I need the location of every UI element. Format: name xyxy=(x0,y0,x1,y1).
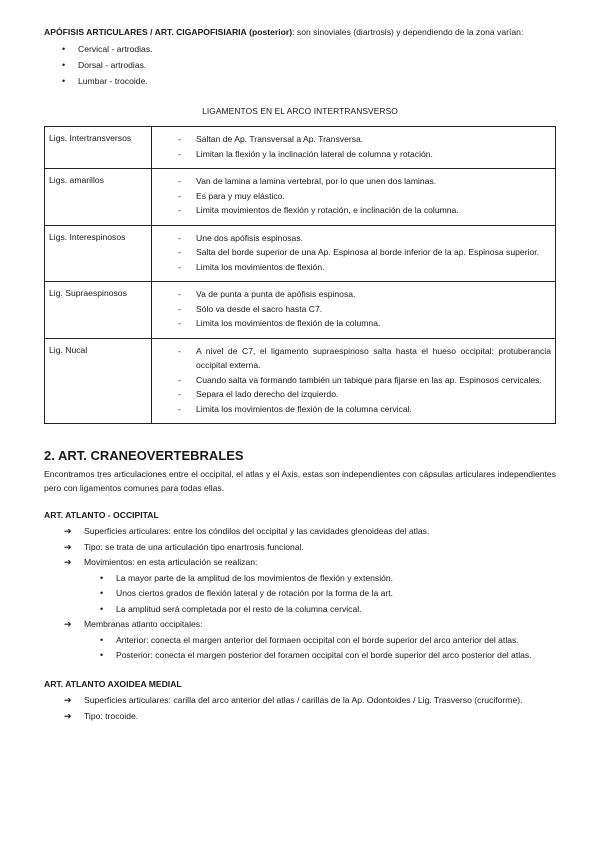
list-item: ➔ Movimientos: en esta articulación se realizan: • La mayor parte de la amplitud de los movimientos de flexión y extensión. • Unos ciertos grados de flexión lateral y de rotación por la forma de la art. • La amplitud será completada por el resto de la columna cervical. xyxy=(84,555,556,617)
list-item: - Separa el lado derecho del izquierdo. xyxy=(178,387,551,402)
intro-heading: APÓFISIS ARTICULARES / ART. CIGAPOFISIARIA xyxy=(44,27,247,37)
table-row xyxy=(45,225,556,282)
intro-paragraph xyxy=(44,26,556,39)
intro-list xyxy=(44,41,556,89)
table-row xyxy=(45,127,556,169)
list-item: - Limita movimientos de flexión y rotación, e inclinación de la columna. xyxy=(178,203,551,218)
list-item: - Va de punta a punta de apófisis espinosa. xyxy=(178,287,551,302)
list-item: • Posterior: conecta el margen posterior del foramen occipital con el borde superior del arco posterior del atlas. xyxy=(116,648,556,664)
subsection-heading-atlanto-axoidea: ART. ATLANTO AXOIDEA MEDIAL xyxy=(44,678,182,689)
arrow-right-icon: ➔ xyxy=(64,710,72,721)
table-cell-desc xyxy=(152,338,556,424)
list-item: - Limita los movimientos de flexión de la columna. xyxy=(178,316,551,331)
list-item: ➔ Tipo: se trata de una articulación tipo enartrosis funcional. xyxy=(84,540,556,556)
list-item: • La amplitud será completada por el resto de la columna cervical. xyxy=(116,602,556,618)
table-cell-name: Lig. Supraespinosos xyxy=(45,282,152,339)
table-row xyxy=(45,282,556,339)
intro-heading-paren: (posterior) xyxy=(249,27,293,37)
section-heading: 2. ART. CRANEOVERTEBRALES xyxy=(44,448,244,464)
table-cell-desc xyxy=(152,282,556,339)
list-item: - Es para y muy elástico. xyxy=(178,189,551,204)
list-item: - Limitan la flexión y la inclinación lateral de columna y rotación. xyxy=(178,147,551,162)
list-item: • Lumbar - trocoide. xyxy=(78,73,556,89)
list-item: • Unos ciertos grados de flexión lateral y de rotación por la forma de la art. xyxy=(116,586,556,602)
table-row xyxy=(45,338,556,424)
list-item: - A nivel de C7, el ligamento supraespinoso salta hasta el hueso occipital: protuberancia occipital externa. xyxy=(178,344,551,373)
table-cell-desc xyxy=(152,169,556,226)
list-item: • Anterior: conecta el margen anterior del formaen occipital con el borde superior del arco anterior del atlas. xyxy=(116,633,556,649)
list-item: - Van de lamina a lamina vertebral, por lo que unen dos laminas. xyxy=(178,174,551,189)
table-cell-desc xyxy=(152,225,556,282)
table-title: LIGAMENTOS EN EL ARCO INTERTRANSVERSO xyxy=(202,106,398,117)
list-item: - Salta del borde superior de una Ap. Espinosa al borde inferior de la ap. Espinosa superior. xyxy=(178,245,551,260)
list-item: ➔ Superficies articulares: entre los cóndilos del occipital y las cavidades glenoideas del atlas. xyxy=(84,524,556,540)
list-item: ➔ Tipo: trocoide. xyxy=(84,709,556,725)
list-item: • La mayor parte de la amplitud de los movimientos de flexión y extensión. xyxy=(116,571,556,587)
list-item: • Cervical - artrodias. xyxy=(78,41,556,57)
list-item: ➔ Superficies articulares: carilla del arco anterior del atlas / carillas de la Ap. Odontoides / Lig. Trasverso (cruciforme). xyxy=(84,693,556,709)
table-cell-name: Ligs. Intertransversos xyxy=(45,127,152,169)
arrow-right-icon: ➔ xyxy=(64,526,72,537)
list-item: - Limita los movimientos de flexión de la columna cervical. xyxy=(178,402,551,417)
list-item: - Une dos apófisis espinosas. xyxy=(178,231,551,246)
intro-text: : son sinoviales (diartrosis) y dependiendo de la zona varían: xyxy=(292,27,524,37)
ligament-table xyxy=(44,126,556,424)
atlanto-axoidea-list xyxy=(44,693,556,724)
list-item: - Sólo va desde el sacro hasta C7. xyxy=(178,302,551,317)
membranas-sublist xyxy=(84,633,556,664)
arrow-right-icon: ➔ xyxy=(64,557,72,568)
table-cell-name: Lig. Nucal xyxy=(45,338,152,424)
list-item: • Dorsal - artrodias. xyxy=(78,57,556,73)
arrow-right-icon: ➔ xyxy=(64,619,72,630)
table-row xyxy=(45,169,556,226)
atlanto-occipital-list xyxy=(44,524,556,664)
section-paragraph: Encontramos tres articulaciones entre el occipital, el atlas y el Axis, estas son independientes con cápsulas articulares independientes pero con ligamentos comunes para todas ellas. xyxy=(44,469,556,493)
list-item: - Cuando salta va formando también un tabique para fijarse en las ap. Espinosos cervicales. xyxy=(178,373,551,388)
subsection-heading-atlanto-occipital: ART. ATLANTO - OCCIPITAL xyxy=(44,510,159,521)
table-cell-desc xyxy=(152,127,556,169)
table-cell-name: Ligs. Interespinosos xyxy=(45,225,152,282)
movimientos-sublist xyxy=(84,571,556,618)
table-cell-name: Ligs. amarillos xyxy=(45,169,152,226)
list-item: ➔ Membranas atlanto occipitales: • Anterior: conecta el margen anterior del formaen occipital con el borde superior del arco anterior del atlas. • Posterior: conecta el margen posterior del foramen occipital con el borde superior del arco posterior del atlas. xyxy=(84,617,556,664)
arrow-right-icon: ➔ xyxy=(64,541,72,552)
list-item: - Saltan de Ap. Transversal a Ap. Transversa. xyxy=(178,132,551,147)
list-item: - Limita los movimientos de flexión. xyxy=(178,260,551,275)
arrow-right-icon: ➔ xyxy=(64,695,72,706)
